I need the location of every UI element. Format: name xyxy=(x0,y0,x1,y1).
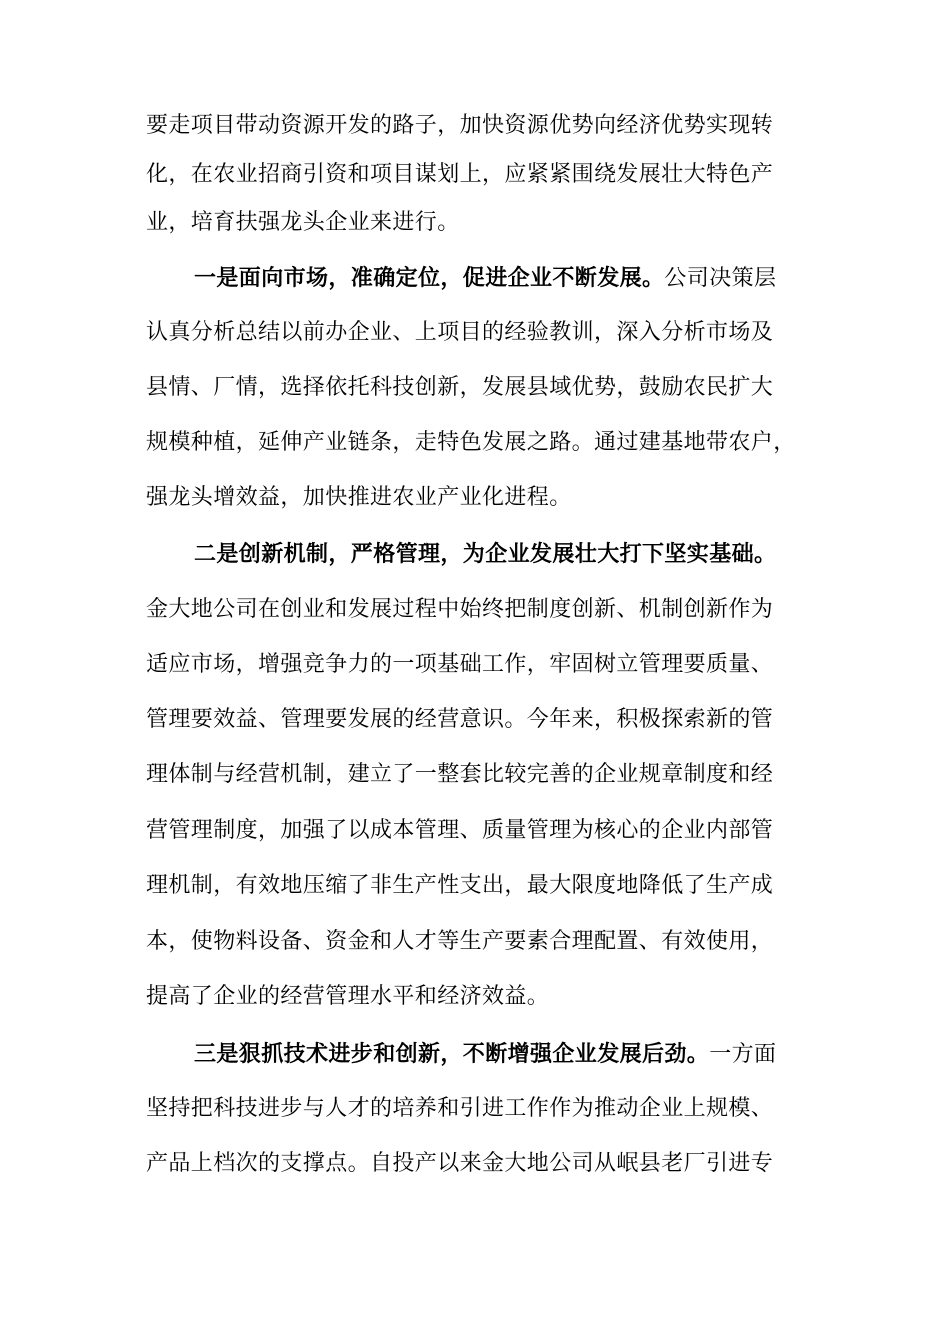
body-line: 坚持把科技进步与人才的培养和引进工作作为推动企业上规模、 xyxy=(146,1096,774,1121)
body-line: 理机制，有效地压缩了非生产性支出，最大限度地降低了生产成 xyxy=(146,873,774,898)
body-line: 化，在农业招商引资和项目谋划上，应紧紧围绕发展壮大特色产 xyxy=(146,162,774,187)
body-line: 管理要效益、管理要发展的经营意识。今年来，积极探索新的管 xyxy=(146,707,774,732)
body-line: 提高了企业的经营管理水平和经济效益。 xyxy=(146,984,550,1009)
body-line: 规模种植，延伸产业链条，走特色发展之路。通过建基地带农户， xyxy=(146,430,796,455)
body-line: 适应市场，增强竞争力的一项基础工作，牢固树立管理要质量、 xyxy=(146,652,774,677)
body-line: 县情、厂情，选择依托科技创新，发展县域优势，鼓励农民扩大 xyxy=(146,375,774,400)
paragraph-heading: 三是狠抓技术进步和创新，不断增强企业发展后劲。 xyxy=(194,1042,710,1067)
body-text: 一方面 xyxy=(709,1042,777,1067)
body-line: 产品上档次的支撑点。自投产以来金大地公司从岷县老厂引进专 xyxy=(146,1151,774,1176)
paragraph-1-first-line xyxy=(194,264,816,294)
paragraph-3-first-line xyxy=(194,1040,816,1070)
paragraph-heading: 一是面向市场，准确定位，促进企业不断发展。 xyxy=(194,266,665,291)
paragraph-heading: 二是创新机制，严格管理，为企业发展壮大打下坚实基础。 xyxy=(194,542,777,567)
body-line: 营管理制度，加强了以成本管理、质量管理为核心的企业内部管 xyxy=(146,818,774,843)
body-text: 公司决策层 xyxy=(664,266,777,291)
body-line: 业，培育扶强龙头企业来进行。 xyxy=(146,210,460,235)
body-line: 本，使物料设备、资金和人才等生产要素合理配置、有效使用， xyxy=(146,929,774,954)
body-line: 强龙头增效益，加快推进农业产业化进程。 xyxy=(146,485,572,510)
body-line: 金大地公司在创业和发展过程中始终把制度创新、机制创新作为 xyxy=(146,597,774,622)
body-line: 理体制与经营机制，建立了一整套比较完善的企业规章制度和经 xyxy=(146,762,774,787)
body-line: 要走项目带动资源开发的路子，加快资源优势向经济优势实现转 xyxy=(146,113,774,138)
body-line: 认真分析总结以前办企业、上项目的经验教训，深入分析市场及 xyxy=(146,320,774,345)
